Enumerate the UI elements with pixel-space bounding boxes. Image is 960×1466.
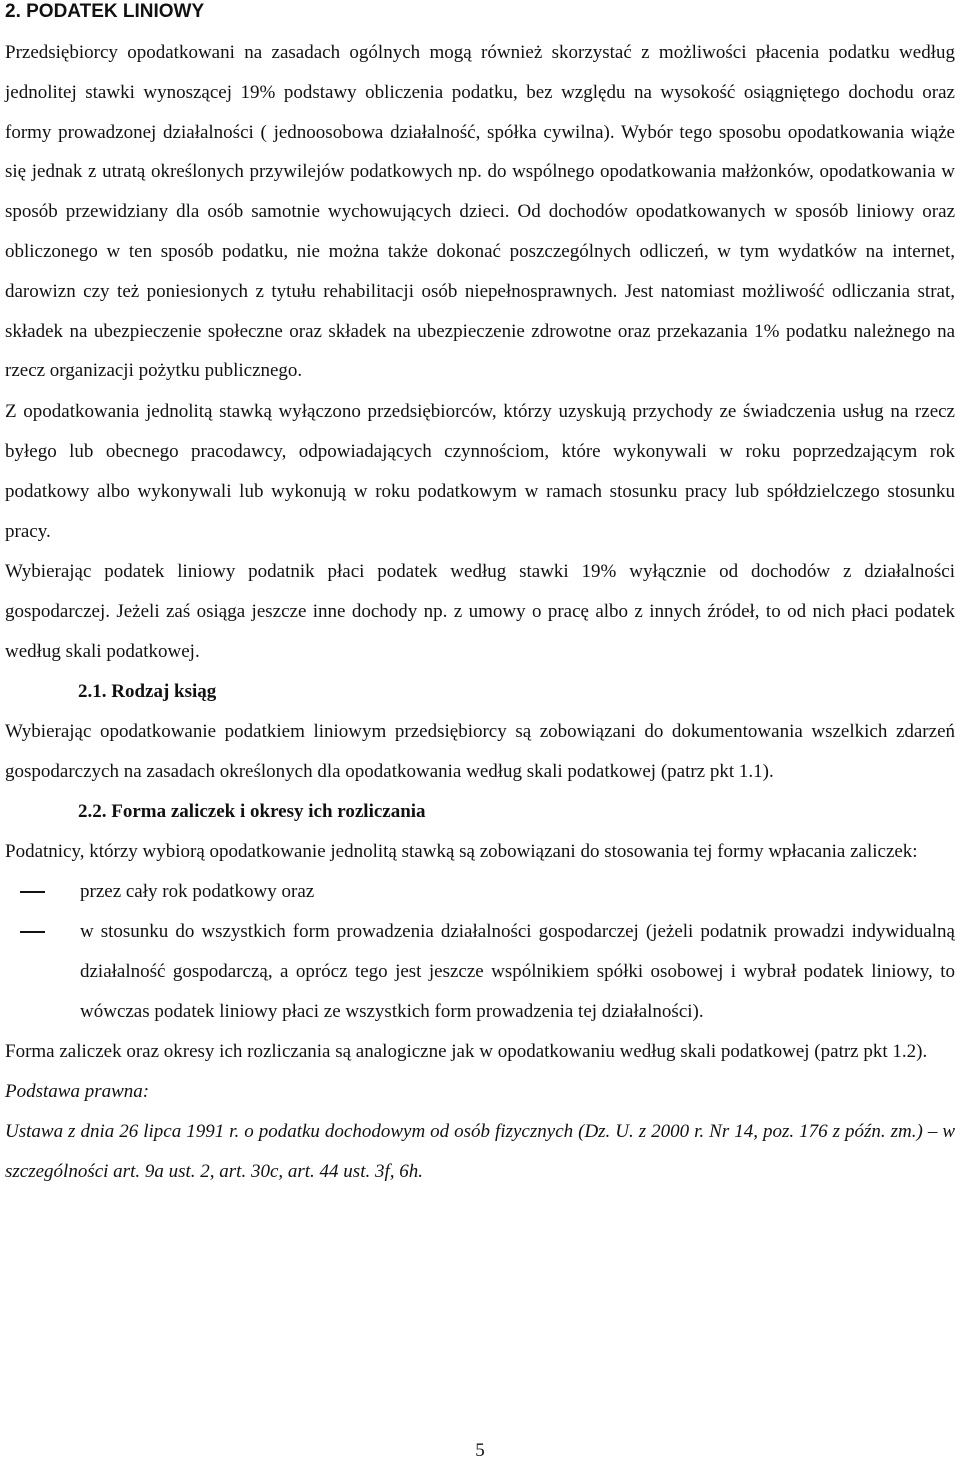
dash-list [5,872,955,1032]
page-number: 5 [475,1440,485,1461]
document-page [5,0,955,1192]
list-item [5,912,955,1032]
dash-bullet-icon [20,891,45,893]
dash-bullet-icon [20,931,45,933]
list-item [5,872,955,912]
subsection-title: 2.1. Rodzaj ksiąg [78,681,217,703]
legal-basis-text: Ustawa z dnia 26 lipca 1991 r. o podatku dochodowym od osób fizycznych (Dz. U. z 2000 r. Nr 14, poz. 176 z późn. zm.) – w szczególności art. 9a ust. 2, art. 30c, art. 44 ust. 3f, 6h. [5,1121,955,1183]
subsection-paragraph: Wybierając opodatkowanie podatkiem liniowym przedsiębiorcy są zobowiązani do dokumentowania wszelkich zdarzeń gospodarczych na zasadach określonych dla opodatkowania według skali podatkowej (patrz pkt 1.1). [5,721,955,783]
list-item-text: w stosunku do wszystkich form prowadzenia działalności gospodarczej (jeżeli podatnik prowadzi indywidualną działalność gospodarczą, a oprócz tego jest jeszcze wspólnikiem spółki osobowej i wybrał podatek liniowy, to wówczas podatek liniowy płaci ze wszystkich form prowadzenia tej działalności). [80,921,955,1023]
legal-basis-label: Podstawa prawna: [5,1081,150,1103]
subsection-intro: Podatnicy, którzy wybiorą opodatkowanie jednolitą stawką są zobowiązani do stosowania tej formy wpłacania zaliczek: [5,841,918,863]
subsection-title: 2.2. Forma zaliczek i okresy ich rozliczania [78,801,426,823]
closing-paragraph: Forma zaliczek oraz okresy ich rozliczania są analogiczne jak w opodatkowaniu według skali podatkowej (patrz pkt 1.2). [5,1041,928,1063]
section-paragraph: Wybierając podatek liniowy podatnik płaci podatek według stawki 19% wyłącznie od dochodów z działalności gospodarczej. Jeżeli zaś osiąga jeszcze inne dochody np. z umowy o pracę albo z innych źródeł, to od nich płaci podatek według skali podatkowej. [5,561,955,663]
section-paragraph: Z opodatkowania jednolitą stawką wyłączono przedsiębiorców, którzy uzyskują przychody ze świadczenia usług na rzecz byłego lub obecnego pracodawcy, odpowiadających czynnościom, które wykonywali w roku poprzedzającym rok podatkowy albo wykonywali lub wykonują w roku podatkowym w ramach stosunku pracy lub spółdzielczego stosunku pracy. [5,401,955,543]
section-title: 2. PODATEK LINIOWY [5,1,205,22]
section-paragraph: Przedsiębiorcy opodatkowani na zasadach ogólnych mogą również skorzystać z możliwości płacenia podatku według jednolitej stawki wynoszącej 19% podstawy obliczenia podatku, bez względu na wysokość osiągniętego dochodu oraz formy prowadzonej działalności ( jednoosobowa działalność, spółka cywilna). Wybór tego sposobu opodatkowania wiąże się jednak z utratą określonych przywilejów podatkowych np. do wspólnego opodatkowania małżonków, opodatkowania w sposób przewidziany dla osób samotnie wychowujących dzieci. Od dochodów opodatkowanych w sposób liniowy oraz obliczonego w ten sposób podatku, nie można także dokonać poszczególnych odliczeń, w tym wydatków na internet, darowizn czy też poniesionych z tytułu rehabilitacji osób niepełnosprawnych. Jest natomiast możliwość odliczania strat, składek na ubezpieczenie społeczne oraz składek na ubezpieczenie zdrowotne oraz przekazania 1% podatku należnego na rzecz organizacji pożytku publicznego. [5,42,955,382]
list-item-text: przez cały rok podatkowy oraz [80,881,315,903]
